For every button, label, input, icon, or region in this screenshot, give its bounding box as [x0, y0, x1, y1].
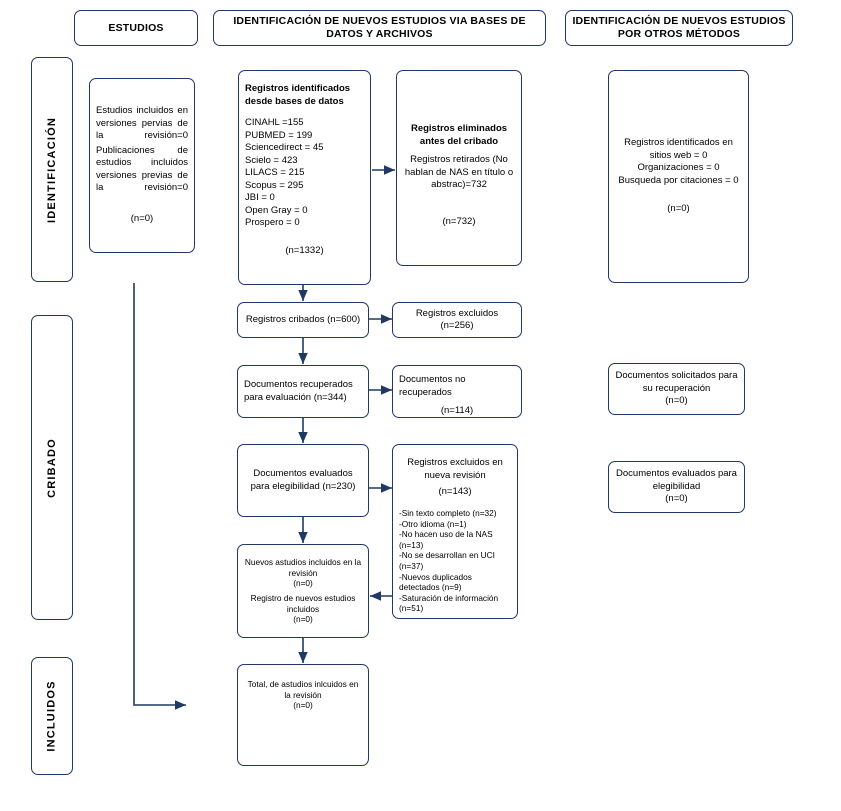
registros-excluidos-nueva-reason-5: -Saturación de información (n=51) — [399, 592, 499, 614]
header-identificacion-otros-label: IDENTIFICACIÓN DE NUEVOS ESTUDIOS POR OTROS MÉTODOS — [572, 15, 786, 40]
registros-excluidos-nueva-reason-3: -No se desarrollan en UCI (n=37) — [399, 550, 495, 572]
stage-label-identificacion-text: IDENTIFICACIÓN — [46, 116, 58, 223]
header-identificacion-otros — [565, 10, 793, 46]
box-documentos-solicitados — [608, 363, 745, 415]
registros-excluidos-nueva-reason-2: -No hacen uso de la NAS (n=13) — [399, 529, 493, 550]
total-estudios-line1: Total, de astudios inlcuidos en la revisión — [247, 679, 359, 700]
registros-excluidos-nueva-reason-4: -Nuevos duplicados detectados (n=9) — [399, 571, 472, 593]
nuevos-estudios-count1: (n=0) — [293, 578, 313, 589]
stage-label-incluidos — [31, 657, 73, 775]
registros-identificados-item-5: Scopus = 295 — [245, 179, 304, 191]
documentos-no-recuperados-count: (n=114) — [440, 405, 474, 416]
documentos-evaluados-text: Documentos evaluados para elegibilidad (n=230) — [250, 468, 356, 492]
documentos-solicitados-title: Documentos solicitados para su recuperación — [615, 370, 738, 394]
registros-excluidos-nueva-reason-0: -Sin texto completo (n=32) — [399, 508, 497, 519]
documentos-solicitados-count: (n=0) — [665, 395, 688, 407]
registros-identificados-title: Registros identificados desde bases de datos — [245, 83, 351, 107]
header-estudios — [74, 10, 198, 46]
registros-excluidos-text: Registros excluidos (n=256) — [415, 307, 499, 331]
registros-identificados-item-4: LILACS = 215 — [245, 167, 305, 178]
documentos-evaluados-eleg-title: Documentos evaluados para elegibilidad — [616, 468, 737, 492]
registros-excluidos-nueva-reason-1: -Otro idioma (n=1) — [399, 518, 467, 529]
box-documentos-evaluados-elegibilidad-otros — [608, 461, 745, 513]
registros-identificados-item-3: Scielo = 423 — [245, 154, 298, 166]
header-identificacion-bases-label: IDENTIFICACIÓN DE NUEVOS ESTUDIOS VIA BASES DE DATOS Y ARCHIVOS — [233, 15, 526, 40]
box-total-estudios-incluidos — [237, 664, 369, 766]
estudios-previos-count: (n=0) — [130, 212, 154, 224]
documentos-no-recuperados-title: Documentos no recuperados — [399, 374, 466, 398]
registros-identificados-item-1: PUBMED = 199 — [245, 129, 313, 141]
nuevos-estudios-line2: Registro de nuevos estudios incluidos — [250, 593, 356, 614]
documentos-recuperados-text: Documentos recuperados para evaluación (n=344) — [244, 379, 353, 403]
total-estudios-count: (n=0) — [293, 700, 313, 711]
registros-identificados-item-2: Sciencedirect = 45 — [245, 142, 324, 153]
registros-eliminados-count: (n=732) — [442, 215, 476, 227]
nuevos-estudios-count2: (n=0) — [293, 614, 313, 625]
registros-excluidos-nueva-count: (n=143) — [438, 486, 472, 497]
box-otros-metodos — [608, 70, 749, 283]
otros-metodos-item-0: Registros identificados en sitios web = 0 — [624, 137, 733, 161]
box-estudios-previos — [89, 78, 195, 253]
documentos-evaluados-eleg-count: (n=0) — [665, 493, 688, 505]
header-identificacion-bases — [213, 10, 546, 46]
box-registros-excluidos — [392, 302, 522, 338]
box-registros-eliminados — [396, 70, 522, 266]
otros-metodos-item-2: Busqueda por citaciones = 0 — [618, 174, 739, 186]
box-registros-cribados — [237, 302, 369, 338]
stage-label-incluidos-text: INCLUIDOS — [46, 680, 58, 752]
registros-identificados-item-6: JBI = 0 — [245, 192, 275, 203]
nuevos-estudios-line1: Nuevos astudios incluidos en la revisión — [244, 557, 362, 578]
registros-identificados-item-8: Prospero = 0 — [245, 217, 300, 228]
header-estudios-label: ESTUDIOS — [108, 21, 164, 34]
registros-eliminados-title: Registros eliminados antes del cribado — [410, 123, 508, 147]
stage-label-cribado — [31, 315, 73, 620]
estudios-previos-line1: Estudios incluidos en versiones pervias de la revisión=0 — [96, 105, 188, 141]
otros-metodos-count: (n=0) — [667, 203, 690, 215]
box-documentos-no-recuperados — [392, 365, 522, 418]
otros-metodos-item-1: Organizaciones = 0 — [637, 162, 720, 174]
box-registros-excluidos-nueva-revision — [392, 444, 518, 619]
registros-eliminados-body: Registros retirados (No hablan de NAS en título o abstrac)=732 — [404, 154, 514, 190]
stage-label-cribado-text: CRIBADO — [46, 437, 59, 498]
estudios-previos-line2: Publicaciones de estudios incluidos versiones previas de la revisión=0 — [96, 144, 188, 193]
stage-label-identificacion — [31, 57, 73, 282]
box-registros-identificados — [238, 70, 371, 285]
registros-identificados-item-7: Open Gray = 0 — [245, 204, 308, 216]
box-nuevos-estudios-incluidos — [237, 544, 369, 638]
box-documentos-evaluados — [237, 444, 369, 517]
registros-identificados-count: (n=1332) — [285, 244, 324, 256]
registros-cribados-text: Registros cribados (n=600) — [245, 313, 361, 325]
registros-identificados-item-0: CINAHL =155 — [245, 117, 304, 128]
box-documentos-recuperados — [237, 365, 369, 418]
registros-excluidos-nueva-title: Registros excluidos en nueva revisión — [407, 457, 503, 481]
